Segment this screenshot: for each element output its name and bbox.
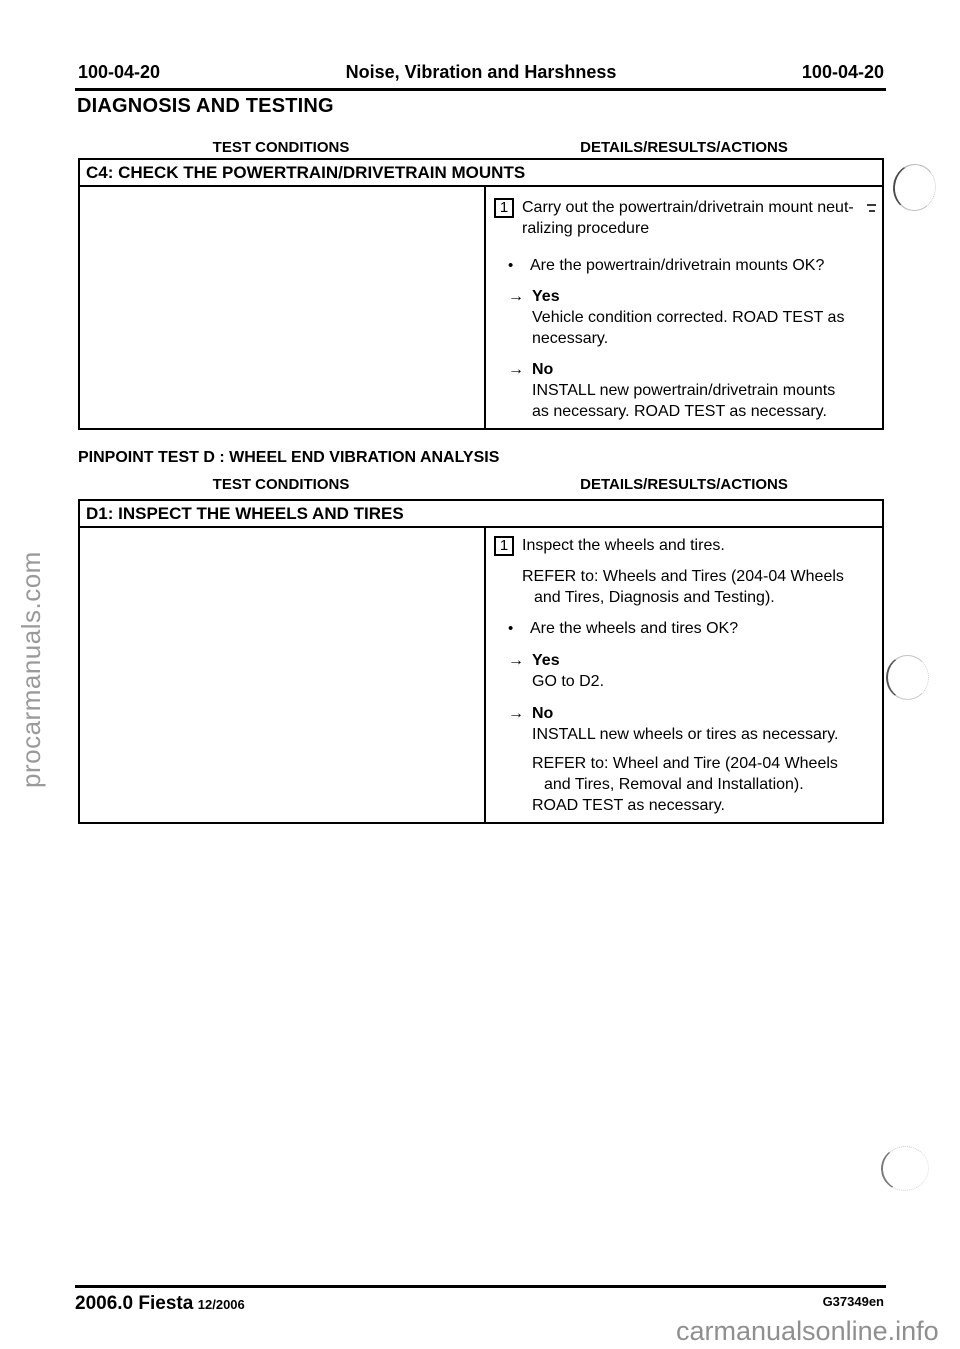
page-header-title: Noise, Vibration and Harshness [345,62,617,82]
question-item [508,255,878,276]
table-c4-test-conditions-cell [80,187,486,428]
step-item [494,197,878,239]
footer-rule [75,1285,886,1288]
section-title: DIAGNOSIS AND TESTING [77,95,334,117]
page-header [78,62,884,83]
page-header-left-code: 100-04-20 [78,62,161,82]
page-header-right-code: 100-04-20 [801,62,884,82]
yes-branch [508,286,878,307]
refer-line: and Tires, Diagnosis and Testing). [534,589,775,606]
col-header-details: DETAILS/RESULTS/ACTIONS [580,476,788,493]
question-text: Are the wheels and tires OK? [530,620,739,637]
step-item [494,535,878,556]
step-number-box: 1 [494,536,514,556]
no-label: No [532,705,554,722]
step-text-line: ralizing procedure [522,220,650,237]
no-branch [508,359,878,380]
punch-hole-artifact [886,655,929,700]
scan-dash-artifact [867,204,876,206]
scan-dash-artifact [869,210,875,212]
footer-model: 2006.0 Fiesta [75,1293,194,1314]
refer-note [522,566,878,608]
no-detail-line: INSTALL new wheels or tires as necessary. [532,726,839,743]
step-text [522,197,854,239]
question-text: Are the powertrain/drivetrain mounts OK? [530,257,825,274]
question-item [508,618,878,639]
no-branch [508,703,878,724]
table-d1-test-conditions-cell [80,528,486,822]
step-text-line: Carry out the powertrain/drivetrain mount neut- [522,199,854,216]
table-c4-title: C4: CHECK THE POWERTRAIN/DRIVETRAIN MOUNTS [80,160,882,187]
table-d1 [78,499,884,824]
column-headers-2 [78,476,884,493]
footer-doc-code: G37349en [822,1294,884,1309]
refer-line: and Tires, Removal and Installation). [544,776,804,793]
no-detail-line: as necessary. ROAD TEST as necessary. [532,403,827,420]
header-rule [75,88,886,91]
bullet-icon: • [508,620,514,637]
table-d1-body [80,528,882,822]
table-c4-body [80,187,882,428]
pinpoint-test-heading: PINPOINT TEST D : WHEEL END VIBRATION ANALYSIS [78,449,500,466]
watermark-carmanualsonline: carmanualsonline.info [676,1316,939,1346]
yes-branch [508,650,878,671]
no-detail-line: INSTALL new powertrain/drivetrain mounts [532,382,836,399]
refer-note [532,753,878,795]
yes-label: Yes [532,288,560,305]
yes-detail-line: necessary. [532,330,609,347]
yes-label: Yes [532,652,560,669]
punch-hole-artifact [879,1144,931,1193]
yes-detail-line: GO to D2. [532,673,605,690]
footer-date: 12/2006 [197,1297,245,1312]
refer-line: REFER to: Wheels and Tires (204-04 Wheels [522,568,844,585]
arrow-icon: → [508,361,524,378]
column-headers-1 [78,139,884,156]
no-label: No [532,361,554,378]
punch-hole-artifact [891,162,939,213]
arrow-icon: → [508,288,524,305]
arrow-icon: → [508,652,524,669]
table-d1-title: D1: INSPECT THE WHEELS AND TIRES [80,501,882,528]
yes-detail-line: Vehicle condition corrected. ROAD TEST as [532,309,845,326]
table-c4 [78,158,884,430]
col-header-test-conditions: TEST CONDITIONS [212,476,350,493]
step-text-line: Inspect the wheels and tires. [522,537,725,554]
watermark-procarmanuals: procarmanuals.com [16,551,46,788]
road-test-line: ROAD TEST as necessary. [532,797,725,814]
bullet-icon: • [508,257,514,274]
refer-line: REFER to: Wheel and Tire (204-04 Wheels [532,755,838,772]
col-header-test-conditions: TEST CONDITIONS [212,139,350,156]
table-c4-details-cell [486,187,882,428]
col-header-details: DETAILS/RESULTS/ACTIONS [580,139,788,156]
step-text [522,535,725,556]
table-d1-details-cell [486,528,882,822]
step-number-box: 1 [494,198,514,218]
arrow-icon: → [508,705,524,722]
